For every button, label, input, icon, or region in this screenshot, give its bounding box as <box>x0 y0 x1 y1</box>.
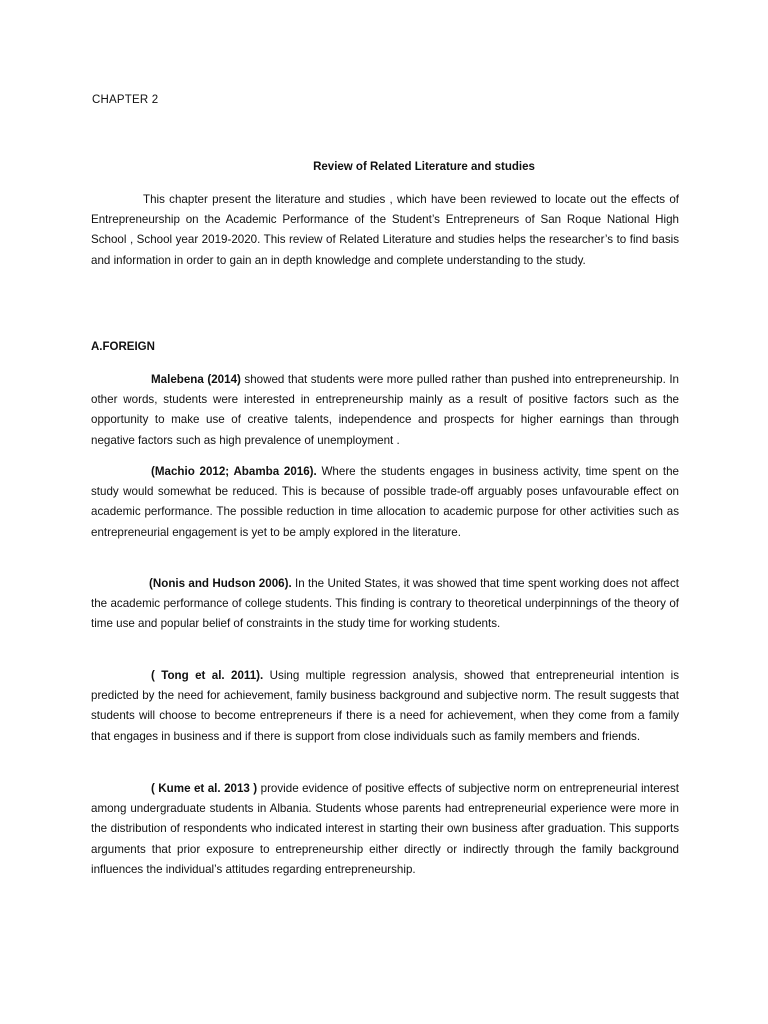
chapter-heading: CHAPTER 2 <box>92 94 159 106</box>
literature-paragraph-nonis <box>91 574 679 635</box>
document-title: Review of Related Literature and studies <box>313 161 535 173</box>
literature-paragraph-tong <box>91 666 679 747</box>
citation: (Nonis and Hudson 2006). <box>149 577 292 590</box>
citation: ( Kume et al. 2013 ) <box>151 782 258 795</box>
intro-text: This chapter present the literature and studies , which have been reviewed to locate out the effects of Entrepreneurship on the Academic Performance of the Student’s Entrepreneurs of San Roque National High School , School year 2019-2020. This review of Related Literature and studies helps the researcher’s to find basis and information in order to gain an in depth knowledge and complete understanding to the study. <box>91 193 679 267</box>
paragraph-text: provide evidence of positive effects of subjective norm on entrepreneurial interest among undergraduate students in Albania. Students whose parents had entrepreneurial experience were more in the distribution of respondents who indicated interest in starting their own business after graduation. This supports arguments that prior exposure to entrepreneurship either directly or indirectly through the family background influences the individual’s attitudes regarding entrepreneurship. <box>91 782 680 876</box>
paragraph-text: Where the students engages in business activity, time spent on the study would somewhat be reduced. This is because of possible trade-off arguably poses unfavourable effect on academic performance. The possible reduction in time allocation to academic purpose for other activities such as entrepreneurial engagement is yet to be amply explored in the literature. <box>91 465 679 539</box>
citation: (Machio 2012; Abamba 2016). <box>151 465 317 478</box>
literature-paragraph-malebena <box>91 370 679 451</box>
paragraph-text: showed that students were more pulled rather than pushed into entrepreneurship. In other words, students were interested in entrepreneurship mainly as a result of positive factors such as the opportunity to make use of creative talents, independence and prospects for higher earnings than through negative factors such as high prevalence of unemployment . <box>91 373 679 447</box>
paragraph-text: In the United States, it was showed that time spent working does not affect the academic performance of college students. This finding is contrary to theoretical underpinnings of the theory of time use and popular belief of constraints in the study time for working students. <box>91 577 679 631</box>
paragraph-text: Using multiple regression analysis, showed that entrepreneurial intention is predicted by the need for achievement, family business background and subjective norm. The result suggests that students will choose to become entrepreneurs if there is a need for achievement, when they come from a family that engages in business and if there is support from close individuals such as family members and friends. <box>91 669 679 743</box>
citation: ( Tong et al. 2011). <box>151 669 264 682</box>
intro-paragraph <box>91 190 679 271</box>
section-heading: A.FOREIGN <box>91 341 155 353</box>
literature-paragraph-kume <box>91 779 679 880</box>
literature-paragraph-machio <box>91 462 679 543</box>
citation: Malebena (2014) <box>151 373 241 386</box>
